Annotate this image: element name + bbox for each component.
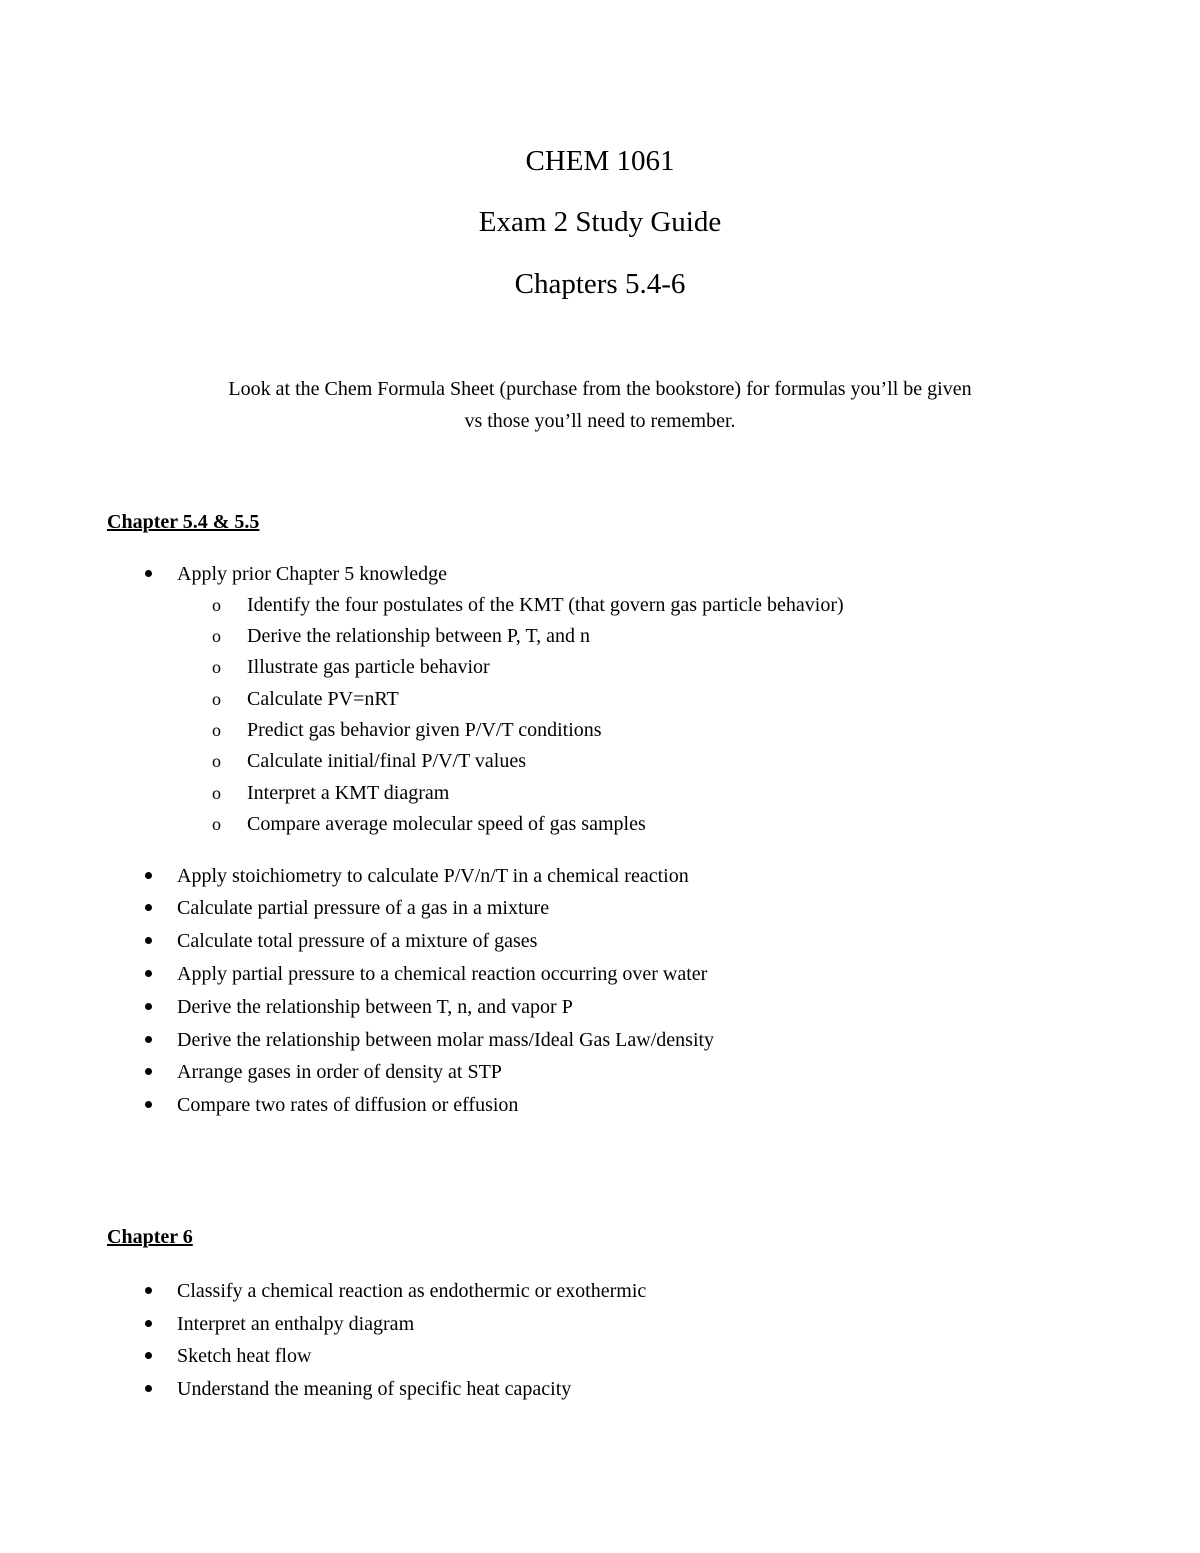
bullet-icon bbox=[141, 961, 155, 987]
circle-bullet-icon: o bbox=[212, 814, 221, 834]
circle-bullet-icon: o bbox=[212, 657, 221, 677]
bullet-icon bbox=[141, 863, 155, 889]
circle-bullet-icon: o bbox=[212, 689, 221, 709]
circle-bullet-icon: o bbox=[212, 720, 221, 740]
section-heading-chapter-5: Chapter 5.4 & 5.5 bbox=[107, 511, 260, 533]
bullet-icon bbox=[141, 1278, 155, 1304]
bullet-icon bbox=[141, 1376, 155, 1402]
circle-bullet-icon: o bbox=[212, 751, 221, 771]
bullet-icon bbox=[141, 1059, 155, 1085]
document-page: CHEM 1061 Exam 2 Study Guide Chapters 5.4-6 Look at the Chem Formula Sheet (purchase from the bookstore) for formulas you’ll be given vs those you’ll need to remember. Chapter 5.4 & 5.5 Apply prior Chapter 5 knowledge o Identify the four postulates of the KMT (that govern gas particle behavior) o Derive the relationship between P, T, and n o Illustrate gas particle behavior o Calculate PV=nRT o Predict gas behavior given P/V/T conditions o Calculate initial/final P/V/T values o Interpret a KMT diagram o Compare average molecular speed of gas samples Apply stoichiometry to calculate P/V/n/T in a chemical reaction Calculate partial pressure of a gas in a mixture Calculate total pressure of a mixture of gases Apply partial pressure to a chemical reaction occurring over water Derive the relationship between T, n, and vapor P Derive the relationship between molar mass/Ideal Gas Law/density Arrange gases in order of density at STP Compare two rates of diffusion or effusion Chapter 6 Classify a chemical reaction as endothermic or exothermic Interpret an enthalpy diagram Sketch heat flow Understand the meaning of specific heat capacity bbox=[0, 0, 1200, 1553]
intro-line-2: vs those you’ll need to remember. bbox=[464, 410, 736, 432]
bullet-icon bbox=[141, 928, 155, 954]
section-heading-chapter-6: Chapter 6 bbox=[107, 1226, 193, 1248]
intro-line-1: Look at the Chem Formula Sheet (purchase from the bookstore) for formulas you’ll be given bbox=[228, 378, 972, 400]
bullet-icon bbox=[141, 994, 155, 1020]
bullet-icon bbox=[141, 561, 155, 587]
chapters-subtitle: Chapters 5.4-6 bbox=[514, 268, 686, 300]
bullet-icon bbox=[141, 1311, 155, 1337]
circle-bullet-icon: o bbox=[212, 595, 221, 615]
circle-bullet-icon: o bbox=[212, 626, 221, 646]
course-title: CHEM 1061 bbox=[525, 145, 675, 177]
bullet-icon bbox=[141, 1027, 155, 1053]
bullet-icon bbox=[141, 1343, 155, 1369]
circle-bullet-icon: o bbox=[212, 783, 221, 803]
document-title: Exam 2 Study Guide bbox=[478, 206, 722, 238]
bullet-icon bbox=[141, 895, 155, 921]
bullet-icon bbox=[141, 1092, 155, 1118]
